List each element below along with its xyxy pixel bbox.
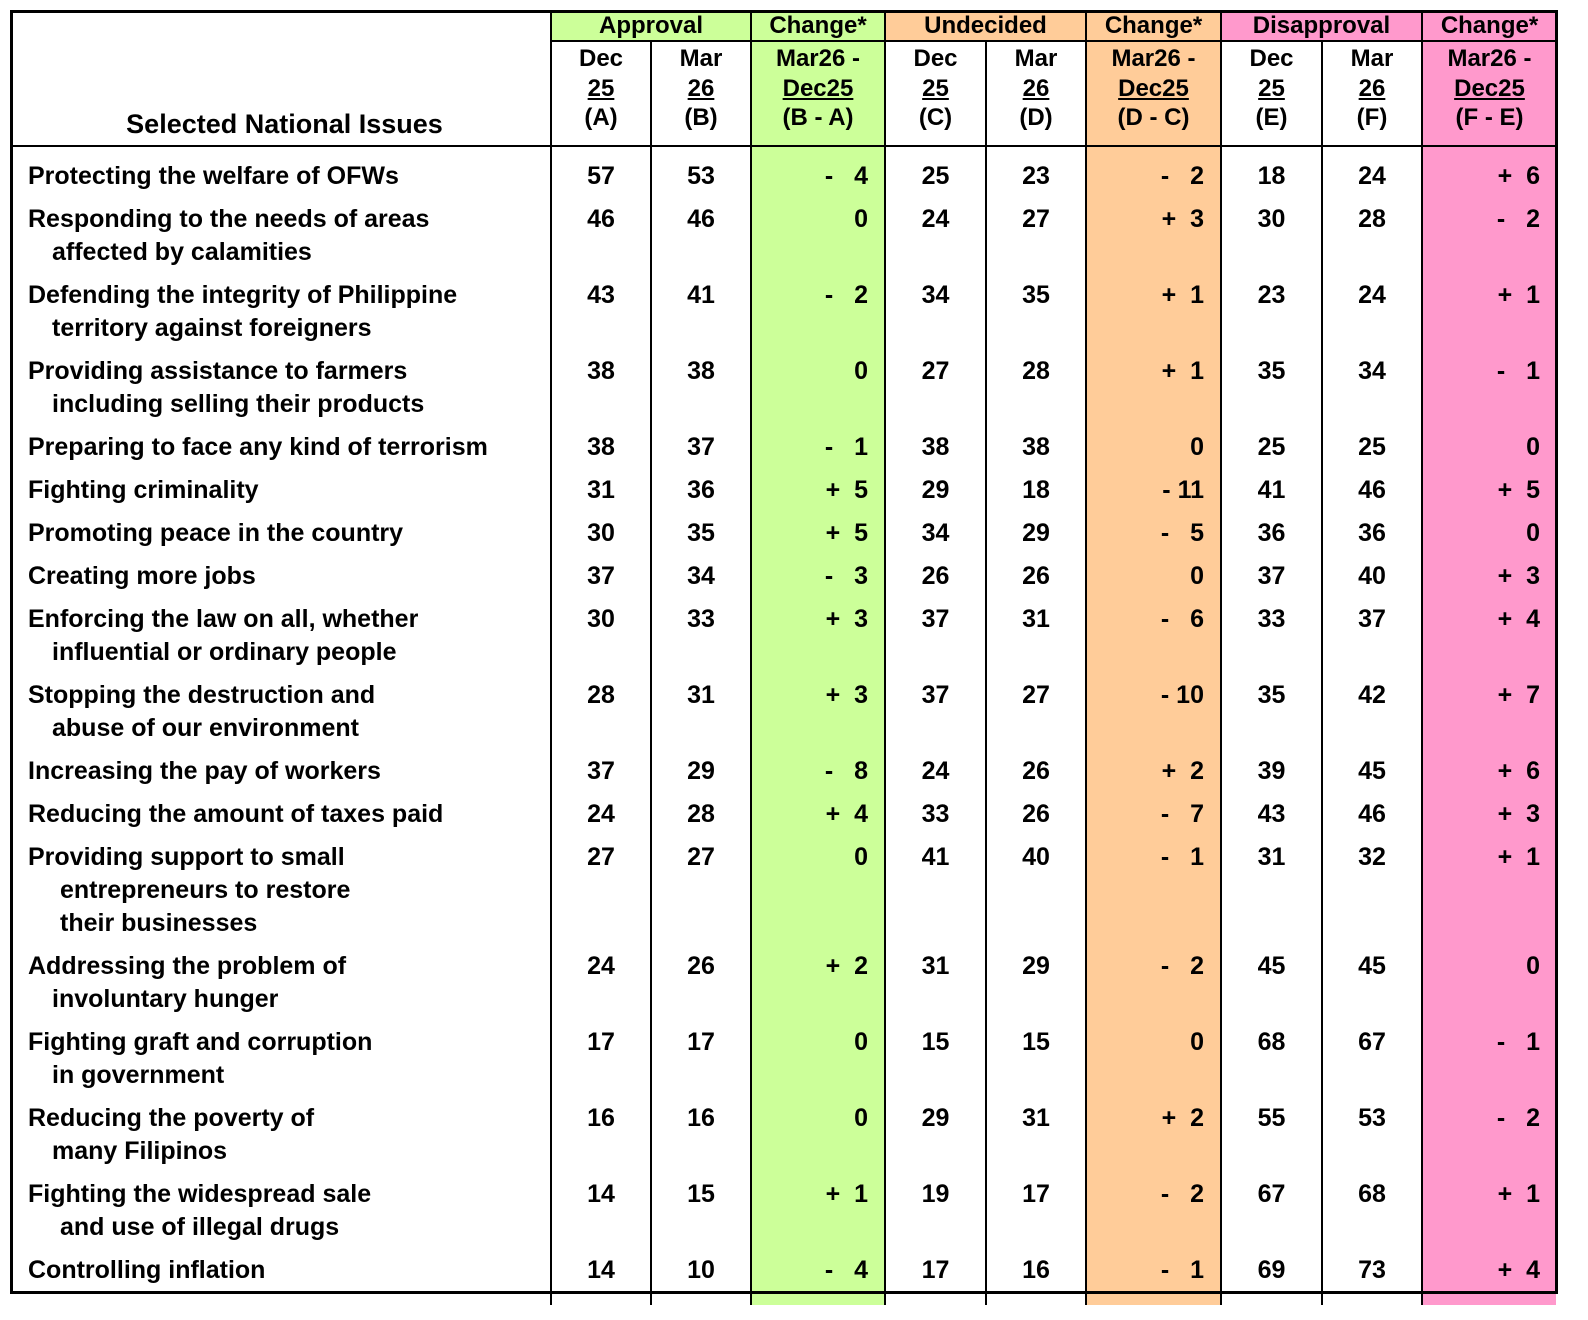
table-row xyxy=(11,560,1556,603)
subheader-line: 26 xyxy=(1022,74,1050,102)
change-cell: + 3 xyxy=(1422,560,1556,603)
subheader-line: (E) xyxy=(1255,104,1288,131)
table-title: Selected National Issues xyxy=(126,109,443,139)
change-cell: - 2 xyxy=(1086,950,1221,1026)
tail-cell xyxy=(751,1297,885,1305)
value-cell: 24 xyxy=(1322,160,1422,203)
value-cell: 34 xyxy=(885,279,986,355)
value-cell: 32 xyxy=(1322,841,1422,950)
tail-cell xyxy=(1086,1297,1221,1305)
value-cell: 39 xyxy=(1221,755,1322,798)
change-cell: - 8 xyxy=(751,755,885,798)
change-cell: + 1 xyxy=(1422,279,1556,355)
value-cell: 17 xyxy=(651,1026,751,1102)
issue-cell xyxy=(11,950,551,1026)
value-cell: 38 xyxy=(551,431,651,474)
subheader-line: Dec xyxy=(1249,45,1294,72)
table-row xyxy=(11,679,1556,755)
separator-cell xyxy=(986,146,1086,160)
value-cell: 45 xyxy=(1322,755,1422,798)
issue-cell xyxy=(11,203,551,279)
value-cell: 67 xyxy=(1322,1026,1422,1102)
table-row xyxy=(11,431,1556,474)
subheader-line: Dec xyxy=(913,45,958,72)
issue-line: and use of illegal drugs xyxy=(60,1213,340,1241)
change-cell: - 2 xyxy=(1422,203,1556,279)
value-cell: 42 xyxy=(1322,679,1422,755)
value-cell: 57 xyxy=(551,160,651,203)
value-cell: 27 xyxy=(986,203,1086,279)
issue-line: Enforcing the law on all, whether xyxy=(28,605,419,633)
value-cell: 40 xyxy=(1322,560,1422,603)
subheader-line: Mar26 - xyxy=(1111,45,1196,72)
subheader-col-7 xyxy=(1322,41,1422,146)
value-cell: 37 xyxy=(885,603,986,679)
table-row xyxy=(11,798,1556,841)
value-cell: 15 xyxy=(885,1026,986,1102)
value-cell: 34 xyxy=(651,560,751,603)
group-approval: Approval xyxy=(551,11,751,41)
value-cell: 38 xyxy=(986,431,1086,474)
value-cell: 36 xyxy=(1322,517,1422,560)
group-header-row xyxy=(11,11,1556,41)
value-cell: 28 xyxy=(1322,203,1422,279)
change-cell: + 3 xyxy=(1422,798,1556,841)
value-cell: 67 xyxy=(1221,1178,1322,1254)
change-cell: - 7 xyxy=(1086,798,1221,841)
table-row xyxy=(11,517,1556,560)
value-cell: 30 xyxy=(551,517,651,560)
issue-line: including selling their products xyxy=(52,390,425,418)
table-row xyxy=(11,755,1556,798)
issue-line: Responding to the needs of areas xyxy=(28,205,430,233)
value-cell: 46 xyxy=(1322,798,1422,841)
value-cell: 23 xyxy=(1221,279,1322,355)
value-cell: 33 xyxy=(1221,603,1322,679)
subheader-line: 26 xyxy=(687,74,715,102)
tail-cell xyxy=(1221,1297,1322,1305)
change-cell: - 1 xyxy=(1086,841,1221,950)
value-cell: 14 xyxy=(551,1178,651,1254)
table-tail xyxy=(11,1297,1556,1305)
value-cell: 26 xyxy=(651,950,751,1026)
separator-cell xyxy=(651,146,751,160)
table-body xyxy=(11,146,1556,1305)
separator-cell xyxy=(551,146,651,160)
value-cell: 29 xyxy=(885,474,986,517)
subheader-line: Mar26 - xyxy=(1447,45,1532,72)
subheader-line: (D) xyxy=(1019,104,1053,131)
value-cell: 46 xyxy=(1322,474,1422,517)
subheader-col-6 xyxy=(1221,41,1322,146)
subheader-line: 26 xyxy=(1358,74,1386,102)
change-cell: + 2 xyxy=(1086,755,1221,798)
issue-line: Protecting the welfare of OFWs xyxy=(28,162,399,190)
issue-line: Promoting peace in the country xyxy=(28,519,404,547)
tail-cell xyxy=(11,1297,551,1305)
value-cell: 25 xyxy=(885,160,986,203)
value-cell: 37 xyxy=(551,755,651,798)
table-row xyxy=(11,841,1556,950)
issue-line: Fighting the widespread sale xyxy=(28,1180,372,1208)
issue-line: Creating more jobs xyxy=(28,562,256,590)
value-cell: 46 xyxy=(651,203,751,279)
value-cell: 31 xyxy=(651,679,751,755)
change-cell: + 1 xyxy=(751,1178,885,1254)
value-cell: 35 xyxy=(651,517,751,560)
issue-cell xyxy=(11,603,551,679)
table-row xyxy=(11,1102,1556,1178)
separator-cell xyxy=(1221,146,1322,160)
change-cell: + 1 xyxy=(1086,355,1221,431)
change-cell: - 2 xyxy=(751,279,885,355)
subheader-row xyxy=(11,41,1556,146)
change-cell: 0 xyxy=(1422,431,1556,474)
value-cell: 45 xyxy=(1322,950,1422,1026)
value-cell: 53 xyxy=(651,160,751,203)
change-cell: 0 xyxy=(1086,431,1221,474)
table-row xyxy=(11,279,1556,355)
change-cell: 0 xyxy=(751,1102,885,1178)
issue-cell xyxy=(11,431,551,474)
change-cell: - 4 xyxy=(751,160,885,203)
change-cell: - 11 xyxy=(1086,474,1221,517)
change-cell: 0 xyxy=(1086,560,1221,603)
issue-line: Stopping the destruction and xyxy=(28,681,376,709)
subheader-line: (F) xyxy=(1356,104,1388,131)
subheader-line: (F - E) xyxy=(1455,104,1524,131)
subheader-line: Mar xyxy=(1014,45,1058,72)
issue-line: involuntary hunger xyxy=(52,985,279,1013)
issue-line: Providing support to small xyxy=(28,843,345,871)
value-cell: 19 xyxy=(885,1178,986,1254)
subheader-line: Dec25 xyxy=(1454,74,1525,102)
issue-line: their businesses xyxy=(60,909,258,937)
subheader-line: 25 xyxy=(587,74,615,102)
issue-cell xyxy=(11,517,551,560)
value-cell: 26 xyxy=(885,560,986,603)
change-cell: - 1 xyxy=(1086,1254,1221,1297)
change-cell: + 4 xyxy=(751,798,885,841)
value-cell: 14 xyxy=(551,1254,651,1297)
subheader-col-1 xyxy=(651,41,751,146)
issue-cell xyxy=(11,841,551,950)
issue-line: Providing assistance to farmers xyxy=(28,357,408,385)
value-cell: 16 xyxy=(551,1102,651,1178)
issue-line: Reducing the amount of taxes paid xyxy=(28,800,444,828)
issue-line: affected by calamities xyxy=(52,238,312,266)
change-cell: - 2 xyxy=(1422,1102,1556,1178)
value-cell: 33 xyxy=(885,798,986,841)
issue-line: Controlling inflation xyxy=(28,1256,266,1284)
value-cell: 68 xyxy=(1221,1026,1322,1102)
change-cell: + 3 xyxy=(751,603,885,679)
value-cell: 45 xyxy=(1221,950,1322,1026)
issue-cell xyxy=(11,279,551,355)
separator-cell xyxy=(1086,146,1221,160)
value-cell: 40 xyxy=(986,841,1086,950)
value-cell: 37 xyxy=(1221,560,1322,603)
value-cell: 27 xyxy=(986,679,1086,755)
change-cell: + 5 xyxy=(1422,474,1556,517)
table-row xyxy=(11,355,1556,431)
change-cell: 0 xyxy=(751,355,885,431)
change-cell: - 1 xyxy=(1422,355,1556,431)
value-cell: 55 xyxy=(1221,1102,1322,1178)
value-cell: 43 xyxy=(551,279,651,355)
table-row xyxy=(11,1254,1556,1297)
separator-cell xyxy=(1422,146,1556,160)
issue-line: abuse of our environment xyxy=(52,714,359,742)
issue-cell xyxy=(11,755,551,798)
value-cell: 17 xyxy=(885,1254,986,1297)
value-cell: 37 xyxy=(651,431,751,474)
issue-line: entrepreneurs to restore xyxy=(60,876,351,904)
value-cell: 17 xyxy=(986,1178,1086,1254)
issue-cell xyxy=(11,160,551,203)
value-cell: 30 xyxy=(1221,203,1322,279)
value-cell: 24 xyxy=(1322,279,1422,355)
table-row xyxy=(11,203,1556,279)
change-cell: + 2 xyxy=(1086,1102,1221,1178)
value-cell: 26 xyxy=(986,755,1086,798)
change-cell: + 2 xyxy=(751,950,885,1026)
value-cell: 28 xyxy=(986,355,1086,431)
value-cell: 24 xyxy=(551,950,651,1026)
value-cell: 29 xyxy=(885,1102,986,1178)
subheader-line: 25 xyxy=(922,74,949,102)
change-cell: 0 xyxy=(751,1026,885,1102)
value-cell: 34 xyxy=(1322,355,1422,431)
issue-line: Defending the integrity of Philippine xyxy=(28,281,458,309)
group-approval-change: Change* xyxy=(751,11,885,41)
change-cell: 0 xyxy=(751,203,885,279)
change-cell: + 3 xyxy=(751,679,885,755)
subheader-line: Dec25 xyxy=(782,74,854,102)
value-cell: 27 xyxy=(651,841,751,950)
value-cell: 10 xyxy=(651,1254,751,1297)
change-cell: - 2 xyxy=(1086,1178,1221,1254)
separator-cell xyxy=(11,146,551,160)
change-cell: 0 xyxy=(751,841,885,950)
value-cell: 15 xyxy=(651,1178,751,1254)
subheader-col-0 xyxy=(551,41,651,146)
change-cell: 0 xyxy=(1086,1026,1221,1102)
issue-cell xyxy=(11,1178,551,1254)
value-cell: 15 xyxy=(986,1026,1086,1102)
value-cell: 53 xyxy=(1322,1102,1422,1178)
table-row xyxy=(11,603,1556,679)
value-cell: 29 xyxy=(986,950,1086,1026)
value-cell: 38 xyxy=(551,355,651,431)
subheader-col-4 xyxy=(986,41,1086,146)
subheader-col-3 xyxy=(885,41,986,146)
change-cell: + 6 xyxy=(1422,755,1556,798)
table-row xyxy=(11,1178,1556,1254)
subheader-line: Dec25 xyxy=(1118,74,1189,102)
value-cell: 36 xyxy=(1221,517,1322,560)
value-cell: 28 xyxy=(651,798,751,841)
value-cell: 73 xyxy=(1322,1254,1422,1297)
table-row xyxy=(11,950,1556,1026)
value-cell: 46 xyxy=(551,203,651,279)
value-cell: 18 xyxy=(986,474,1086,517)
change-cell: + 1 xyxy=(1086,279,1221,355)
tail-cell xyxy=(651,1297,751,1305)
value-cell: 37 xyxy=(1322,603,1422,679)
issue-cell xyxy=(11,560,551,603)
group-disapproval-change: Change* xyxy=(1422,11,1556,41)
change-cell: + 1 xyxy=(1422,1178,1556,1254)
change-cell: + 4 xyxy=(1422,1254,1556,1297)
value-cell: 29 xyxy=(986,517,1086,560)
tail-cell xyxy=(1322,1297,1422,1305)
subheader-line: (A) xyxy=(584,104,618,131)
value-cell: 37 xyxy=(551,560,651,603)
value-cell: 16 xyxy=(986,1254,1086,1297)
issue-line: in government xyxy=(52,1061,225,1089)
issue-line: Reducing the poverty of xyxy=(28,1104,315,1132)
change-cell: - 3 xyxy=(751,560,885,603)
change-cell: 0 xyxy=(1422,517,1556,560)
value-cell: 38 xyxy=(651,355,751,431)
value-cell: 28 xyxy=(551,679,651,755)
change-cell: + 5 xyxy=(751,474,885,517)
change-cell: - 5 xyxy=(1086,517,1221,560)
change-cell: - 6 xyxy=(1086,603,1221,679)
ratings-table xyxy=(11,11,1556,1305)
subheader-line: Mar26 - xyxy=(775,45,861,72)
subheader-line: (B) xyxy=(684,104,718,131)
value-cell: 35 xyxy=(986,279,1086,355)
value-cell: 31 xyxy=(986,1102,1086,1178)
issue-line: many Filipinos xyxy=(52,1137,228,1165)
value-cell: 37 xyxy=(885,679,986,755)
subheader-line: Mar xyxy=(1350,45,1394,72)
value-cell: 23 xyxy=(986,160,1086,203)
value-cell: 26 xyxy=(986,560,1086,603)
issue-cell xyxy=(11,1254,551,1297)
change-cell: - 2 xyxy=(1086,160,1221,203)
subheader-line: 25 xyxy=(1258,74,1285,102)
table-row xyxy=(11,1026,1556,1102)
subheader-line: Mar xyxy=(679,45,723,72)
value-cell: 41 xyxy=(651,279,751,355)
change-cell: + 7 xyxy=(1422,679,1556,755)
issue-cell xyxy=(11,355,551,431)
subheader-line: (C) xyxy=(918,104,953,131)
issue-cell xyxy=(11,1026,551,1102)
tail-cell xyxy=(551,1297,651,1305)
issue-line: Preparing to face any kind of terrorism xyxy=(28,433,488,461)
value-cell: 27 xyxy=(551,841,651,950)
tail-cell xyxy=(986,1297,1086,1305)
change-cell: - 4 xyxy=(751,1254,885,1297)
separator-cell xyxy=(885,146,986,160)
subheader-col-8 xyxy=(1422,41,1556,146)
table-row xyxy=(11,160,1556,203)
subheader-line: (D - C) xyxy=(1117,104,1190,131)
header-separator xyxy=(11,146,1556,160)
value-cell: 34 xyxy=(885,517,986,560)
value-cell: 24 xyxy=(885,203,986,279)
value-cell: 24 xyxy=(551,798,651,841)
subheader-line: (B - A) xyxy=(782,104,854,131)
value-cell: 41 xyxy=(1221,474,1322,517)
issue-line: Addressing the problem of xyxy=(28,952,347,980)
subheader-col-2 xyxy=(751,41,885,146)
tail-cell xyxy=(885,1297,986,1305)
change-cell: - 1 xyxy=(1422,1026,1556,1102)
value-cell: 26 xyxy=(986,798,1086,841)
issue-line: influential or ordinary people xyxy=(52,638,397,666)
value-cell: 18 xyxy=(1221,160,1322,203)
value-cell: 31 xyxy=(885,950,986,1026)
table-row xyxy=(11,474,1556,517)
group-disapproval: Disapproval xyxy=(1221,11,1422,41)
issue-cell xyxy=(11,1102,551,1178)
separator-cell xyxy=(751,146,885,160)
value-cell: 31 xyxy=(551,474,651,517)
value-cell: 35 xyxy=(1221,355,1322,431)
issue-line: Fighting criminality xyxy=(28,476,259,504)
issue-cell xyxy=(11,798,551,841)
subheader-col-5 xyxy=(1086,41,1221,146)
value-cell: 30 xyxy=(551,603,651,679)
value-cell: 69 xyxy=(1221,1254,1322,1297)
change-cell: + 6 xyxy=(1422,160,1556,203)
value-cell: 41 xyxy=(885,841,986,950)
value-cell: 24 xyxy=(885,755,986,798)
value-cell: 68 xyxy=(1322,1178,1422,1254)
value-cell: 43 xyxy=(1221,798,1322,841)
change-cell: - 1 xyxy=(751,431,885,474)
value-cell: 31 xyxy=(986,603,1086,679)
value-cell: 38 xyxy=(885,431,986,474)
value-cell: 25 xyxy=(1221,431,1322,474)
value-cell: 27 xyxy=(885,355,986,431)
value-cell: 33 xyxy=(651,603,751,679)
separator-cell xyxy=(1322,146,1422,160)
issue-line: territory against foreigners xyxy=(52,314,372,342)
change-cell: 0 xyxy=(1422,950,1556,1026)
issue-line: Increasing the pay of workers xyxy=(28,757,381,785)
tail-cell xyxy=(1422,1297,1556,1305)
change-cell: - 10 xyxy=(1086,679,1221,755)
issue-line: Fighting graft and corruption xyxy=(28,1028,373,1056)
issue-cell xyxy=(11,679,551,755)
issue-cell xyxy=(11,474,551,517)
value-cell: 29 xyxy=(651,755,751,798)
group-undecided-change: Change* xyxy=(1086,11,1221,41)
value-cell: 31 xyxy=(1221,841,1322,950)
header-blank-cell xyxy=(11,11,551,41)
value-cell: 35 xyxy=(1221,679,1322,755)
change-cell: + 5 xyxy=(751,517,885,560)
change-cell: + 4 xyxy=(1422,603,1556,679)
value-cell: 16 xyxy=(651,1102,751,1178)
value-cell: 36 xyxy=(651,474,751,517)
value-cell: 17 xyxy=(551,1026,651,1102)
change-cell: + 3 xyxy=(1086,203,1221,279)
group-undecided: Undecided xyxy=(885,11,1086,41)
value-cell: 25 xyxy=(1322,431,1422,474)
change-cell: + 1 xyxy=(1422,841,1556,950)
subheader-line: Dec xyxy=(578,45,624,72)
